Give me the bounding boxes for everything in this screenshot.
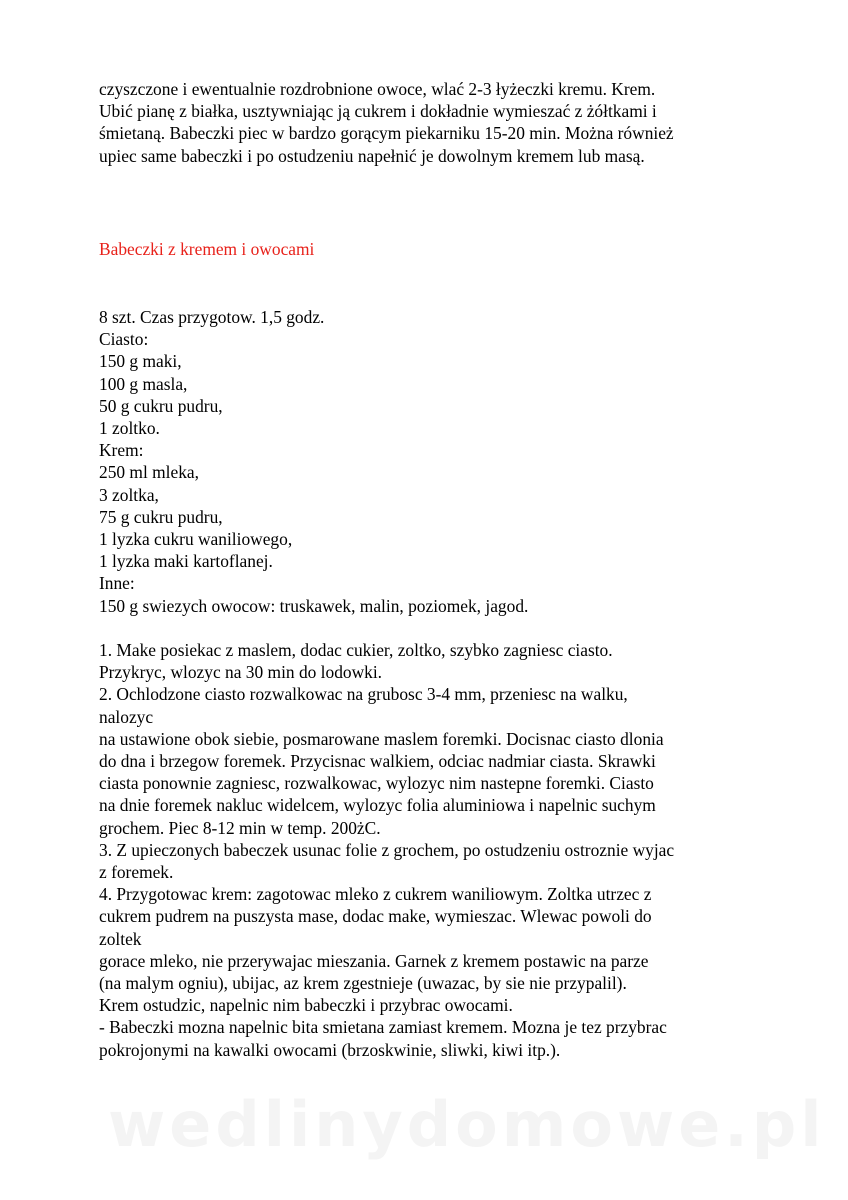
ingredient-line: 1 lyzka maki kartoflanej. bbox=[99, 551, 273, 572]
ingredient-line: 3 zoltka, bbox=[99, 484, 159, 505]
preparation-steps bbox=[99, 639, 759, 1061]
intro-line: czyszczone i ewentualnie rozdrobnione owoce, wlać 2-3 łyżeczki kremu. Krem. bbox=[99, 79, 656, 99]
step-line: nalozyc bbox=[99, 706, 154, 727]
step-line: z foremek. bbox=[99, 862, 174, 883]
step-line: pokrojonymi na kawalki owocami (brzoskwinie, sliwki, kiwi itp.). bbox=[99, 1039, 561, 1060]
ingredient-line: 50 g cukru pudru, bbox=[99, 395, 223, 416]
step-line: na dnie foremek nakluc widelcem, wylozyc folia aluminiowa i napelnic suchym bbox=[99, 795, 656, 816]
step-line: 3. Z upieczonych babeczek usunac folie z grochem, po ostudzeniu ostroznie wyjac bbox=[99, 839, 675, 860]
ingredient-line: Krem: bbox=[99, 440, 144, 461]
step-line: cukrem pudrem na puszysta mase, dodac make, wymieszac. Wlewac powoli do bbox=[99, 906, 652, 927]
ingredient-line: 100 g masla, bbox=[99, 373, 188, 394]
step-line: 1. Make posiekac z maslem, dodac cukier, zoltko, szybko zagniesc ciasto. bbox=[99, 640, 613, 660]
intro-line: upiec same babeczki i po ostudzeniu napełnić je dowolnym kremem lub masą. bbox=[99, 145, 645, 166]
ingredient-line: Inne: bbox=[99, 573, 135, 594]
ingredients-list bbox=[99, 306, 759, 617]
intro-line: śmietaną. Babeczki piec w bardzo gorącym piekarniku 15-20 min. Można również bbox=[99, 123, 674, 144]
step-line: ciasta ponownie zagniesc, rozwalkowac, wylozyc nim nastepne foremki. Ciasto bbox=[99, 773, 654, 794]
step-line: na ustawione obok siebie, posmarowane maslem foremki. Docisnac ciasto dlonia bbox=[99, 728, 664, 749]
step-line: 2. Ochlodzone ciasto rozwalkowac na grubosc 3-4 mm, przeniesc na walku, bbox=[99, 684, 628, 705]
step-line: (na malym ogniu), ubijac, az krem zgestnieje (uwazac, by sie nie przypalil). bbox=[99, 973, 627, 994]
step-line: grochem. Piec 8-12 min w temp. 200żC. bbox=[99, 817, 381, 838]
document-page bbox=[99, 0, 826, 1200]
step-line: gorace mleko, nie przerywajac mieszania. Garnek z kremem postawic na parze bbox=[99, 950, 649, 971]
step-line: Przykryc, wlozyc na 30 min do lodowki. bbox=[99, 662, 383, 683]
step-line: - Babeczki mozna napelnic bita smietana zamiast kremem. Mozna je tez przybrac bbox=[99, 1017, 667, 1038]
recipe-title: Babeczki z kremem i owocami bbox=[99, 239, 315, 259]
step-line: do dna i brzegow foremek. Przycisnac walkiem, odciac nadmiar ciasta. Skrawki bbox=[99, 751, 656, 772]
step-line: Krem ostudzic, napelnic nim babeczki i przybrac owocami. bbox=[99, 995, 513, 1016]
ingredient-line: 150 g swiezych owocow: truskawek, malin, poziomek, jagod. bbox=[99, 595, 529, 616]
ingredient-line: 250 ml mleka, bbox=[99, 462, 199, 483]
ingredient-line: 1 zoltko. bbox=[99, 418, 160, 439]
step-line: 4. Przygotowac krem: zagotowac mleko z cukrem waniliowym. Zoltka utrzec z bbox=[99, 884, 652, 905]
ingredient-line: 150 g maki, bbox=[99, 351, 182, 372]
ingredient-line: 8 szt. Czas przygotow. 1,5 godz. bbox=[99, 307, 325, 327]
site-watermark: wedlinydomowe.pl bbox=[108, 1088, 826, 1161]
intro-line: Ubić pianę z białka, usztywniając ją cukrem i dokładnie wymieszać z żółtkami i bbox=[99, 101, 657, 122]
intro-paragraph bbox=[99, 78, 759, 167]
step-line: zoltek bbox=[99, 928, 142, 949]
ingredient-line: 75 g cukru pudru, bbox=[99, 506, 223, 527]
ingredient-line: Ciasto: bbox=[99, 329, 149, 350]
ingredient-line: 1 lyzka cukru waniliowego, bbox=[99, 529, 293, 550]
